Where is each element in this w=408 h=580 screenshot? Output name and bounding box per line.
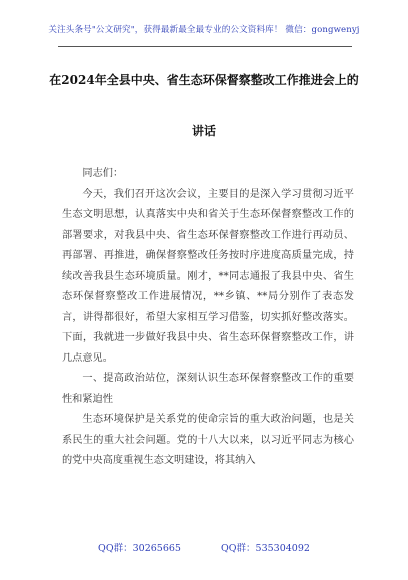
document-body	[62, 164, 354, 472]
paragraph-section-1: 生态环境保护是关系党的使命宗旨的重大政治问题，也是关系民生的重大社会问题。党的十八大以来，以习近平同志为核心的党中央高度重视生态文明建设，将其纳入	[62, 414, 354, 466]
document-title-line-1: 在2024年全县中央、省生态环保督察整改工作推进会上的	[49, 73, 359, 87]
footer-qq-group-1: QQ群：30265665	[98, 543, 181, 554]
document-title-line-2: 讲话	[191, 124, 216, 138]
paragraph-opening: 今天，我们召开这次会议，主要目的是深入学习贯彻习近平生态文明思想，认真落实中央和省关于生态环保督察整改工作的部署要求，对我县中央、省生态环保督察整改工作进行再动员、再部署、再推进，确保督察整改任务按时序进度高质量完成，持续改善我县生态环境质量。刚才，**同志通报了我县中央、省生态环保督察整改工作进展情况，**乡镇、**局分别作了表态发言，讲得都很好，希望大家相互学习借鉴，切实抓好整改落实。下面，我就进一步做好我县中央、省生态环保督察整改工作，讲几点意见。	[62, 188, 354, 364]
header-divider	[58, 46, 352, 47]
footer-contacts	[0, 540, 408, 554]
footer-qq-group-2: QQ群：535304092	[220, 543, 310, 554]
salutation: 同志们：	[82, 168, 124, 179]
section-heading-1: 一、提高政治站位，深刻认识生态环保督察整改工作的重要性和紧迫性	[62, 373, 354, 405]
header-note: 关注头条号"公文研究"，获得最新最全最专业的公文资料库！ 微信：gongwenyj	[48, 25, 360, 35]
